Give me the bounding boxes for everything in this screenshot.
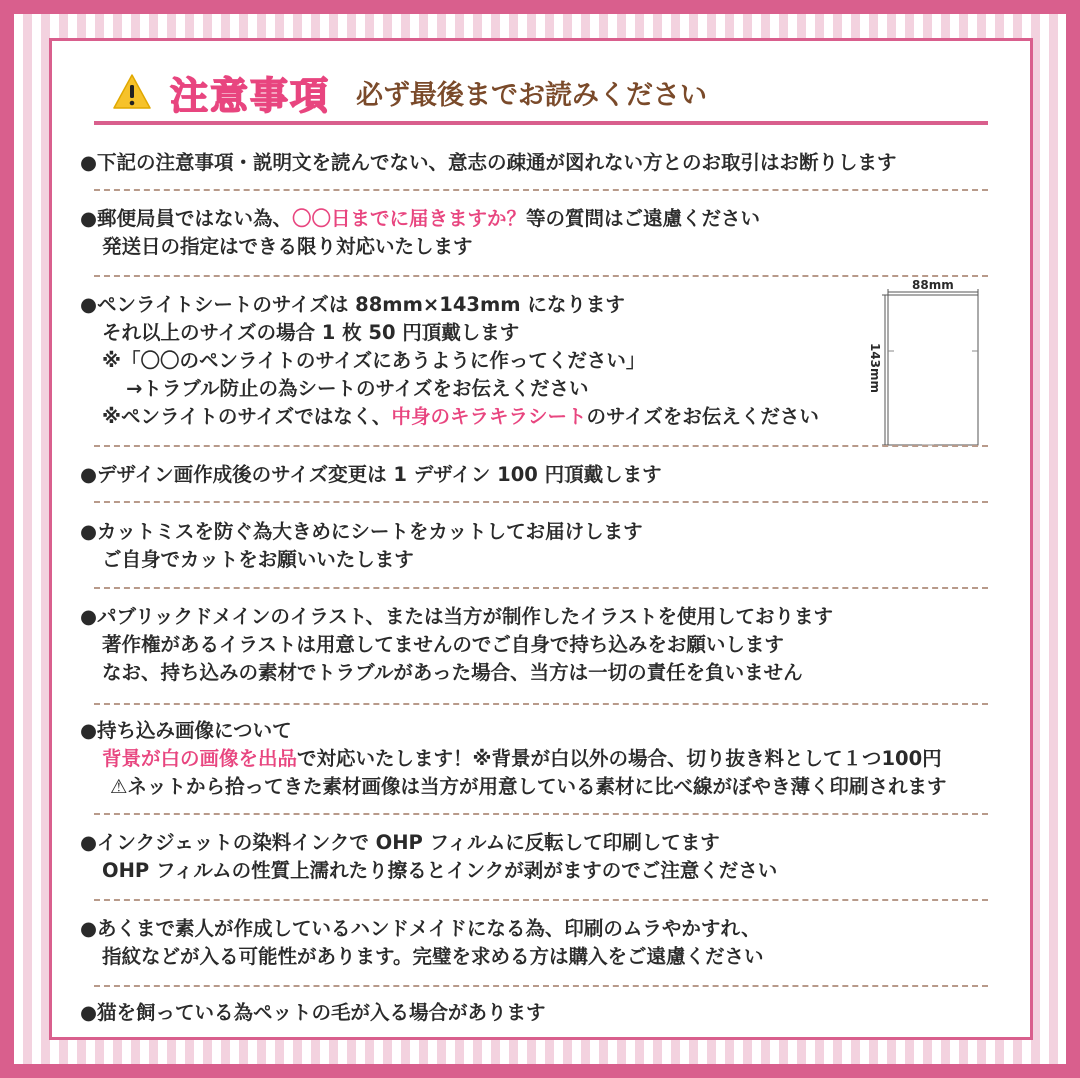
notice-item-2 (80, 205, 1020, 261)
notice-item-7 (80, 717, 1020, 801)
text-part: で対応いたします！※背景が白以外の場合、切り抜き料として１つ100円 (297, 747, 942, 770)
notice-text: →トラブル防止の為シートのサイズをお伝えください (126, 377, 589, 400)
notice-text: ●パブリックドメインのイラスト、または当方が制作したイラストを使用しております (80, 605, 833, 628)
notice-item-6 (80, 603, 1020, 687)
divider (94, 587, 988, 589)
divider (94, 985, 988, 987)
notice-text: ●下記の注意事項・説明文を読んでない、意志の疎通が図れない方とのお取引はお断りします (80, 151, 897, 174)
notice-text (80, 205, 1020, 233)
text-part: のサイズをお伝えください (586, 405, 819, 428)
notice-text: ●ペンライトシートのサイズは 88mm×143mm になります (80, 293, 625, 316)
notice-item-9 (80, 915, 1020, 971)
notice-item-4 (80, 461, 1020, 489)
notice-item-10 (80, 999, 1020, 1027)
width-label: 88mm (912, 278, 954, 292)
notice-item-8 (80, 829, 1020, 885)
highlight-text: 背景が白の画像を出品 (102, 747, 298, 770)
notice-text: ⚠ネットから拾ってきた素材画像は当方が用意している素材に比べ線がぼやき薄く印刷されます (110, 775, 947, 798)
divider (94, 275, 988, 277)
notice-text: ●持ち込み画像について (80, 719, 292, 742)
divider (94, 445, 988, 447)
notice-panel (49, 38, 1033, 1040)
notice-text: ●カットミスを防ぐ為大きめにシートをカットしてお届けします (80, 520, 643, 543)
notice-text: 発送日の指定はできる限り対応いたします (102, 235, 473, 258)
page-title: 注意事項 (170, 73, 331, 118)
notice-text: ●インクジェットの染料インクで OHP フィルムに反転して印刷してます (80, 831, 720, 854)
notice-text: 著作権があるイラストは用意してませんのでご自身で持ち込みをお願いします (102, 633, 784, 656)
notice-item-5 (80, 518, 1020, 574)
notice-text: ●猫を飼っている為ペットの毛が入る場合があります (80, 1001, 546, 1024)
notice-text: 指紋などが入る可能性があります。完璧を求める方は購入をご遠慮ください (102, 945, 764, 968)
header-underline (94, 121, 988, 125)
notice-text: ●あくまで素人が作成しているハンドメイドになる為、印刷のムラやかすれ、 (80, 917, 761, 940)
notice-text: OHP フィルムの性質上濡れたり擦るとインクが剥がますのでご注意ください (102, 859, 778, 882)
text-part: ※ペンライトのサイズではなく、 (102, 405, 392, 428)
highlight-text: 〇〇日までに届きますか？ (292, 207, 527, 230)
header (112, 67, 707, 117)
notice-text: ※「〇〇のペンライトのサイズにあうように作ってください」 (102, 349, 646, 372)
warning-icon (112, 72, 152, 112)
highlight-text: 中身のキラキラシート (391, 405, 587, 428)
height-label: 143mm (868, 342, 883, 394)
size-diagram (868, 278, 1002, 451)
sheet-outline-icon (872, 281, 1002, 451)
divider (94, 501, 988, 503)
notice-text: それ以上のサイズの場合 1 枚 50 円頂戴します (102, 321, 520, 344)
divider (94, 813, 988, 815)
divider (94, 189, 988, 191)
page-subtitle: 必ず最後までお読みください (356, 79, 708, 111)
notice-text: なお、持ち込みの素材でトラブルがあった場合、当方は一切の責任を負いません (102, 661, 803, 684)
notice-item-1 (80, 149, 1020, 177)
notice-text (80, 745, 1020, 773)
text-part: ●郵便局員ではない為、 (80, 207, 293, 230)
notice-text: ●デザイン画作成後のサイズ変更は 1 デザイン 100 円頂戴します (80, 463, 662, 486)
divider (94, 703, 988, 705)
notice-text: ご自身でカットをお願いいたします (102, 548, 414, 571)
text-part: 等の質問はご遠慮ください (526, 207, 761, 230)
divider (94, 899, 988, 901)
